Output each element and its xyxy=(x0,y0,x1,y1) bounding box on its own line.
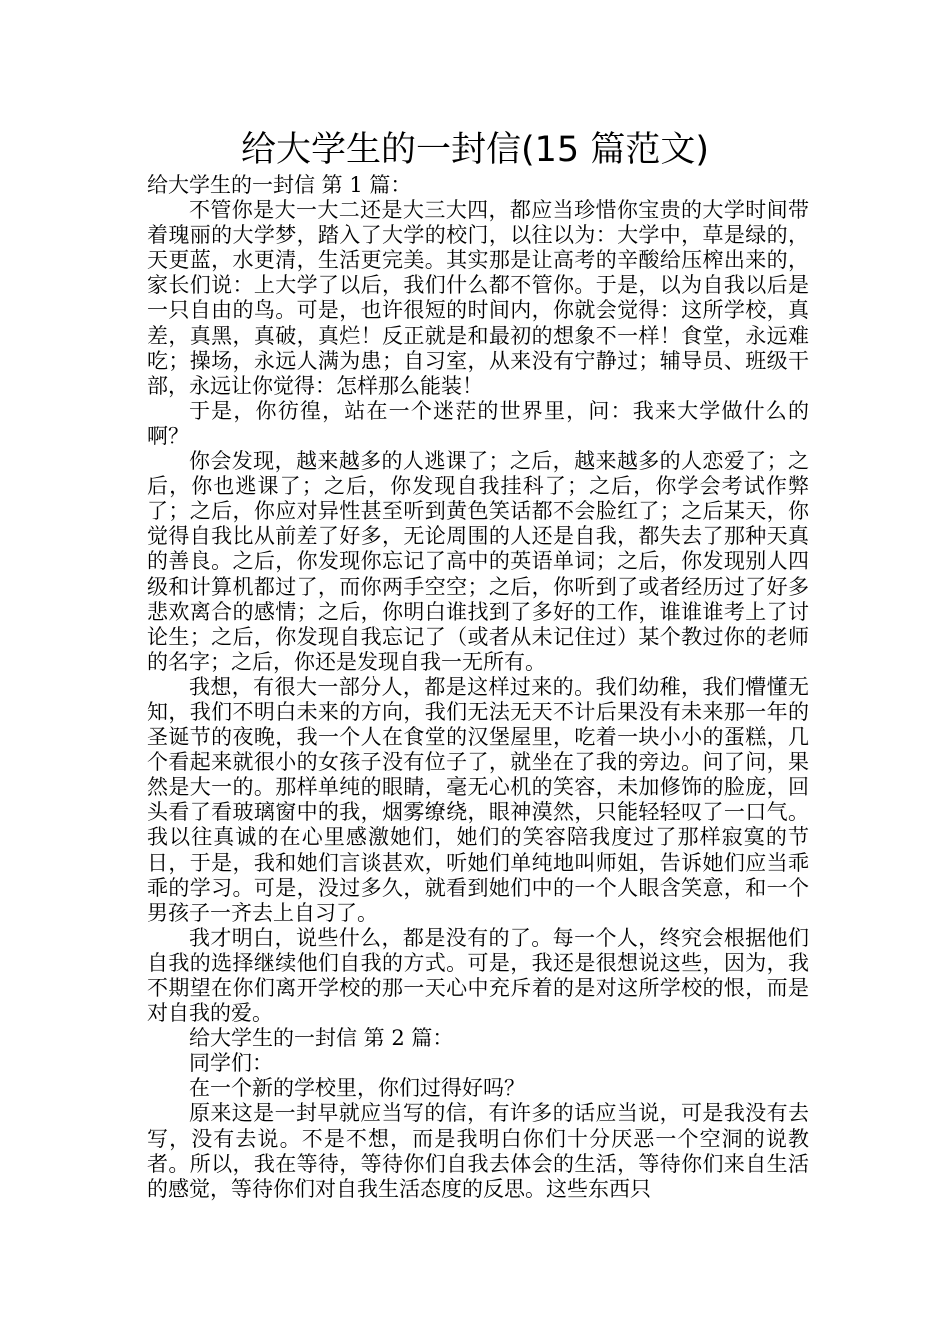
paragraph: 原来这是一封早就应当写的信，有许多的话应当说，可是我没有去写，没有去说。不是不想，而是我明白你们十分厌恶一个空洞的说教者。所以，我在等待，等待你们自我去体会的生活，等待你们来自生活的感觉，等待你们对自我生活态度的反思。这些东西只 xyxy=(147,1101,809,1201)
paragraph: 我想，有很大一部分人，都是这样过来的。我们幼稚，我们懵懂无知，我们不明白未来的方向，我们无法无天不计后果没有未来那一年的圣诞节的夜晚，我一个人在食堂的汉堡屋里，吃着一块小小的蛋糕，几个看起来就很小的女孩子没有位子了，就坐在了我的旁边。问了问，果然是大一的。那样单纯的眼睛，毫无心机的笑容，未加修饰的脸庞，回头看了看玻璃窗中的我，烟雾缭绕，眼神漠然，只能轻轻叹了一口气。我以往真诚的在心里感激她们，她们的笑容陪我度过了那样寂寞的节日，于是，我和她们言谈甚欢，听她们单纯地叫师姐，告诉她们应当乖乖的学习。可是，没过多久，就看到她们中的一个人眼含笑意，和一个男孩子一齐去上自习了。 xyxy=(147,674,809,925)
paragraph: 不管你是大一大二还是大三大四，都应当珍惜你宝贵的大学时间带着瑰丽的大学梦，踏入了大学的校门，以往以为：大学中，草是绿的，天更蓝，水更清，生活更完美。其实那是让高考的辛酸给压榨出来的，家长们说：上大学了以后，我们什么都不管你。于是，以为自我以后是一只自由的鸟。可是，也许很短的时间内，你就会觉得：这所学校，真差，真黑，真破，真烂！反正就是和最初的想象不一样！食堂，永远难吃；操场，永远人满为患；自习室，从来没有宁静过；辅导员、班级干部，永远让你觉得：怎样那么能装！ xyxy=(147,198,809,398)
section-heading-2: 给大学生的一封信 第 2 篇： xyxy=(189,1026,454,1051)
document-title: 给大学生的一封信(15 篇范文) xyxy=(241,130,709,170)
paragraph: 你会发现，越来越多的人逃课了；之后，越来越多的人恋爱了；之后，你也逃课了；之后，你发现自我挂科了；之后，你学会考试作弊了；之后，你应对异性甚至听到黄色笑话都不会脸红了；之后某天，你觉得自我比从前差了好多，无论周围的人还是自我，都失去了那种天真的善良。之后，你发现你忘记了高中的英语单词；之后，你发现别人四级和计算机都过了，而你两手空空；之后，你听到了或者经历过了好多悲欢离合的感情；之后，你明白谁找到了多好的工作，谁谁谁考上了讨论生；之后，你发现自我忘记了（或者从未记住过）某个教过你的老师的名字；之后，你还是发现自我一无所有。 xyxy=(147,449,809,674)
paragraph: 我才明白，说些什么，都是没有的了。每一个人，终究会根据他们自我的选择继续他们自我的方式。可是，我还是很想说这些，因为，我不期望在你们离开学校的那一天心中充斥着的是对这所学校的恨，而是对自我的爱。 xyxy=(147,925,809,1026)
salutation: 同学们： xyxy=(189,1051,273,1076)
document-body xyxy=(147,173,809,1202)
paragraph: 于是，你彷徨，站在一个迷茫的世界里，问：我来大学做什么的啊？ xyxy=(147,398,809,448)
section-heading-1: 给大学生的一封信 第 1 篇： xyxy=(147,173,412,197)
paragraph: 在一个新的学校里，你们过得好吗？ xyxy=(189,1076,525,1101)
